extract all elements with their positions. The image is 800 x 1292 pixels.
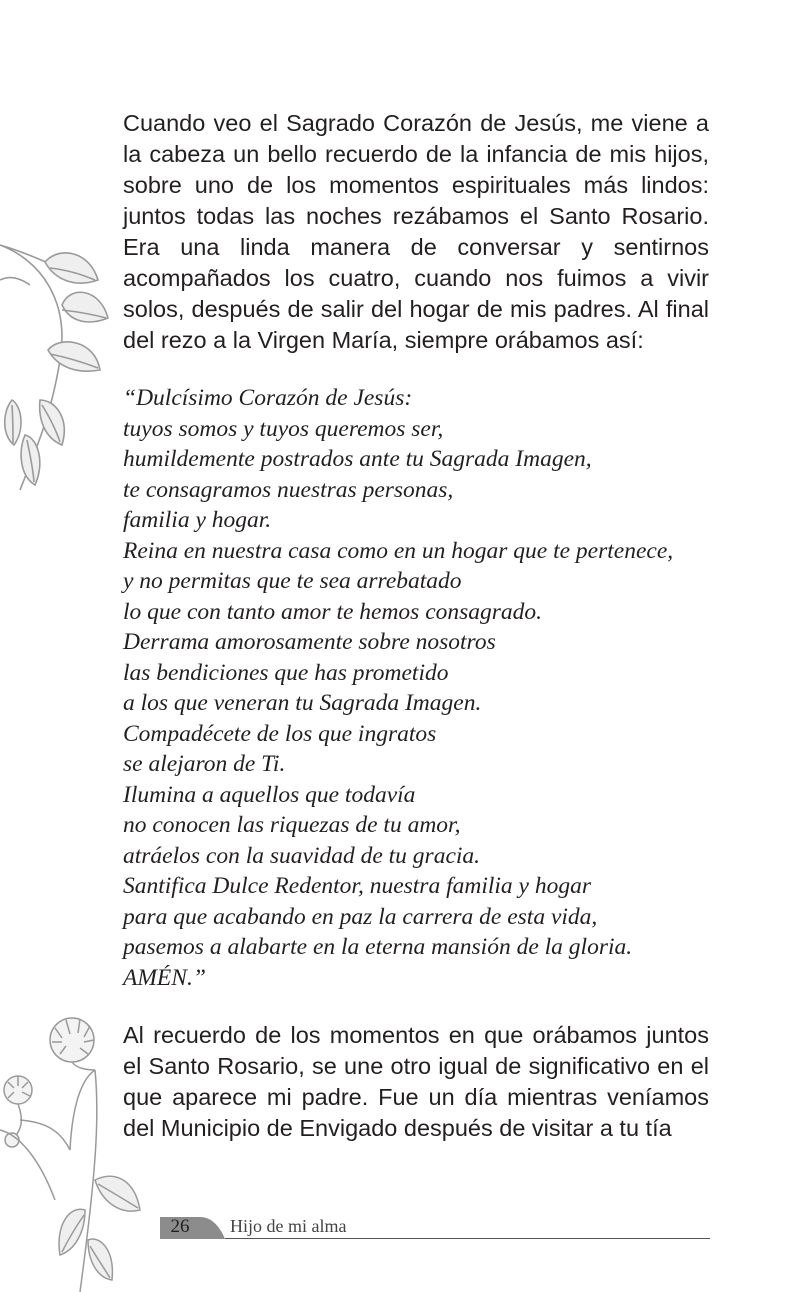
prayer-line: Ilumina a aquellos que todavía bbox=[123, 781, 416, 808]
prayer-line: a los que veneran tu Sagrada Imagen. bbox=[123, 690, 482, 716]
prayer-line: se alejaron de Ti. bbox=[123, 751, 286, 777]
prayer-line: y no permitas que te sea arrebatado bbox=[123, 568, 462, 594]
prayer-line: atráelos con la suavidad de tu gracia. bbox=[123, 842, 481, 869]
prayer-line: tuyos somos y tuyos queremos ser, bbox=[123, 415, 444, 442]
footer-rule bbox=[225, 1238, 710, 1239]
prayer-block bbox=[123, 383, 723, 993]
prayer-line: Santifica Dulce Redentor, nuestra familia y hogar bbox=[123, 873, 591, 899]
prayer-line: no conocen las riquezas de tu amor, bbox=[123, 812, 461, 838]
page-number: 26 bbox=[170, 1216, 190, 1237]
paragraph-1: Cuando veo el Sagrado Corazón de Jesús, me viene a la cabeza un bello recuerdo de la infancia de mis hijos, sobre uno de los momentos espirituales más lindos: juntos todas las noches rezábamos el Santo Rosario. Era una linda manera de conversar y sentirnos acompañados los cuatro, cuando nos fuimos a vivir solos, después de salir del hogar de mis padres. Al final del rezo a la Virgen María, siempre orábamos así: bbox=[123, 110, 709, 353]
leafy-branch-illustration bbox=[0, 240, 110, 500]
book-title: Hijo de mi alma bbox=[230, 1216, 347, 1236]
prayer-line: Compadécete de los que ingratos bbox=[123, 720, 437, 747]
prayer-line: pasemos a alabarte en la eterna mansión de la gloria. bbox=[123, 934, 633, 960]
prayer-line: te consagramos nuestras personas, bbox=[123, 476, 454, 503]
page-footer bbox=[160, 1212, 710, 1242]
prayer-line: para que acabando en paz la carrera de esta vida, bbox=[123, 903, 598, 930]
prayer-line: Derrama amorosamente sobre nosotros bbox=[123, 629, 496, 655]
paragraph-2: Al recuerdo de los momentos en que orábamos juntos el Santo Rosario, se une otro igual de significativo en el que aparece mi padre. Fue un día mientras veníamos del Municipio de Envigado después de visitar a tu tía bbox=[123, 1022, 709, 1141]
prayer-line: Reina en nuestra casa como en un hogar que te pertenece, bbox=[123, 537, 674, 564]
prayer-line: las bendiciones que has prometido bbox=[123, 659, 449, 686]
prayer-line: “Dulcísimo Corazón de Jesús: bbox=[123, 385, 413, 411]
prayer-line: familia y hogar. bbox=[123, 507, 272, 533]
prayer-line: lo que con tanto amor te hemos consagrado. bbox=[123, 598, 543, 625]
prayer-line: humildemente postrados ante tu Sagrada Imagen, bbox=[123, 446, 592, 472]
prayer-line: AMÉN.” bbox=[123, 964, 206, 991]
